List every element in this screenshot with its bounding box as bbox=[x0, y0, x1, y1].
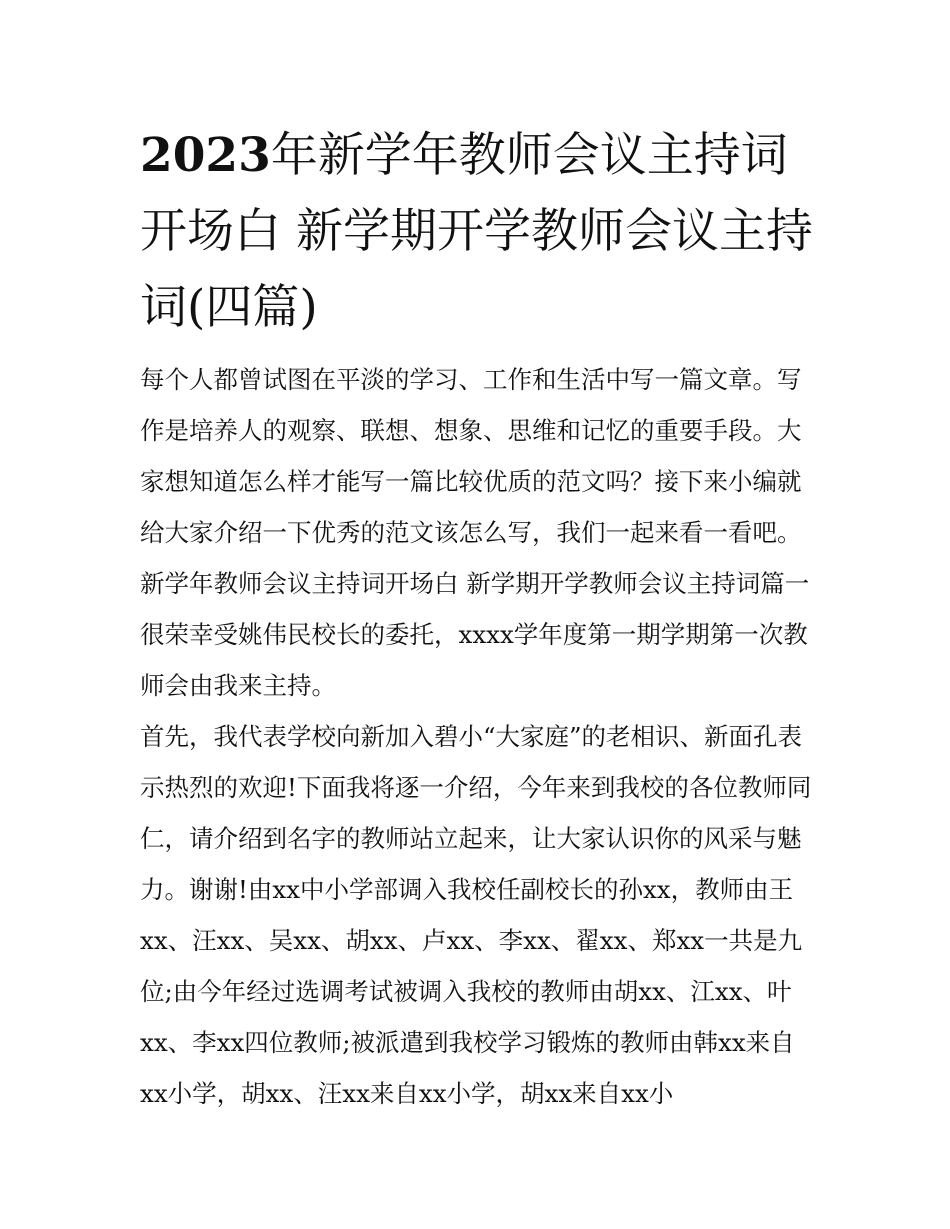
paragraph-section-one: 新学年教师会议主持词开场白 新学期开学教师会议主持词篇一 很荣幸受姚伟民校长的委托，xxxx学年度第一期学期第一次教师会由我来主持。 bbox=[140, 569, 810, 700]
document-title bbox=[140, 118, 820, 346]
paragraph-welcome: 首先，我代表学校向新加入碧小“大家庭”的老相识、新面孔表示热烈的欢迎!下面我将逐一介绍，今年来到我校的各位教师同仁，请介绍到名字的教师站立起来，让大家认识你的风采与魅力。谢谢!由xx中小学部调入我校任副校长的孙xx，教师由王xx、汪xx、吴xx、胡xx、卢xx、李xx、翟xx、郑xx一共是九位;由今年经过选调考试被调入我校的教师由胡xx、江xx、叶xx、李xx四位教师;被派遣到我校学习锻炼的教师由韩xx来自xx小学，胡xx、汪xx来自xx小学，胡xx来自xx小 bbox=[140, 722, 812, 1108]
paragraph-intro: 每个人都曾试图在平淡的学习、工作和生活中写一篇文章。写作是培养人的观察、联想、想象、思维和记忆的重要手段。大家想知道怎么样才能写一篇比较优质的范文吗？接下来小编就给大家介绍一下优秀的范文该怎么写，我们一起来看一看吧。 bbox=[140, 365, 802, 547]
document-body bbox=[140, 354, 820, 1119]
title-number: 2023 bbox=[140, 128, 271, 183]
title-text: 年新学年教师会议主持词开场白 新学期开学教师会议主持词(四篇) bbox=[140, 128, 813, 335]
